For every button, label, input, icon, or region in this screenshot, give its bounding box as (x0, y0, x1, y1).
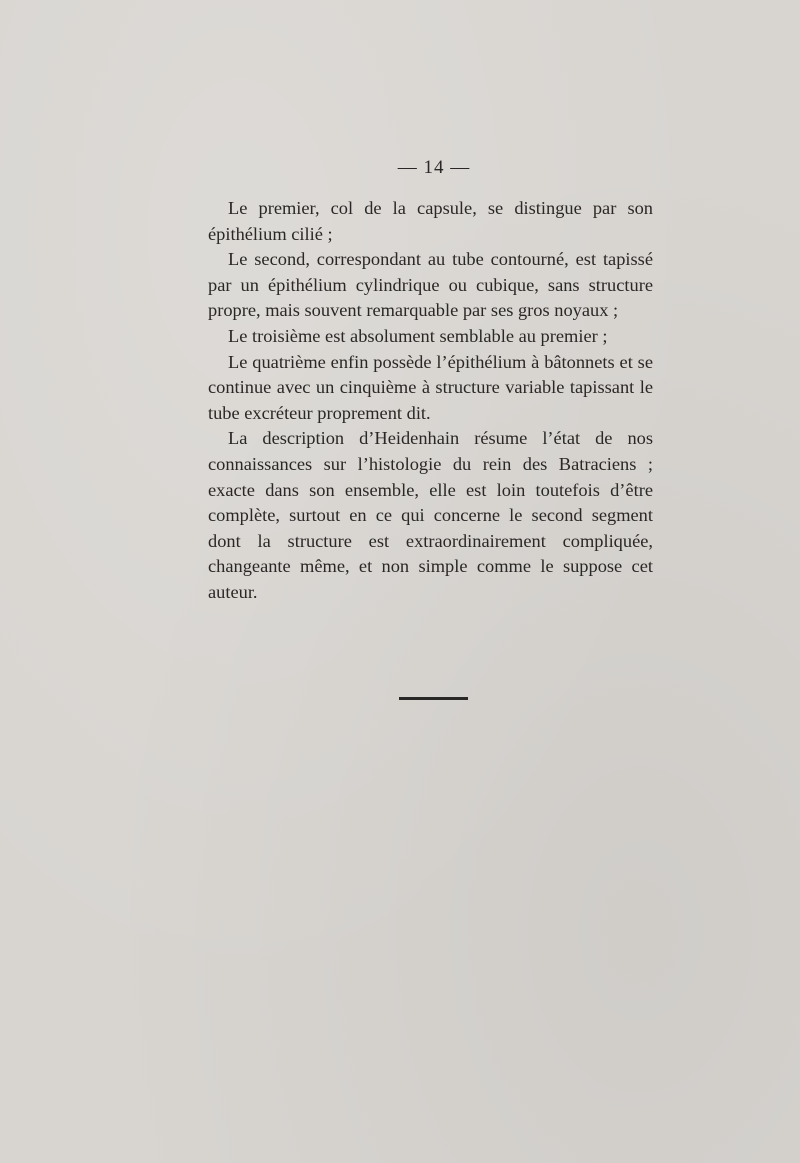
paragraph-5: La description d’Heidenhain résume l’état de nos connaissances sur l’histologie du rein des Batraciens ; exacte dans son ensemble, elle est loin toutefois d’être complète, surtout en ce qui concerne le second segment dont la structure est extraordinairement compliquée, changeante même, et non simple comme le suppose cet auteur. (208, 428, 653, 602)
paragraph-3: Le troisième est absolument semblable au premier ; (228, 325, 608, 346)
paragraph-4: Le quatrième enfin possède l’épithélium à bâtonnets et se continue avec un cinquième à structure variable tapissant le tube excréteur proprement dit. (208, 351, 653, 423)
page-number: — 14 — (397, 157, 471, 178)
section-end-rule (399, 697, 468, 700)
paragraph-2: Le second, correspondant au tube contourné, est tapissé par un épithélium cylindrique ou cubique, sans structure propre, mais souvent remarquable par ses gros noyaux ; (208, 249, 653, 321)
paragraph-1: Le premier, col de la capsule, se distingue par son épithélium cilié ; (208, 198, 653, 244)
body-text (208, 196, 653, 606)
